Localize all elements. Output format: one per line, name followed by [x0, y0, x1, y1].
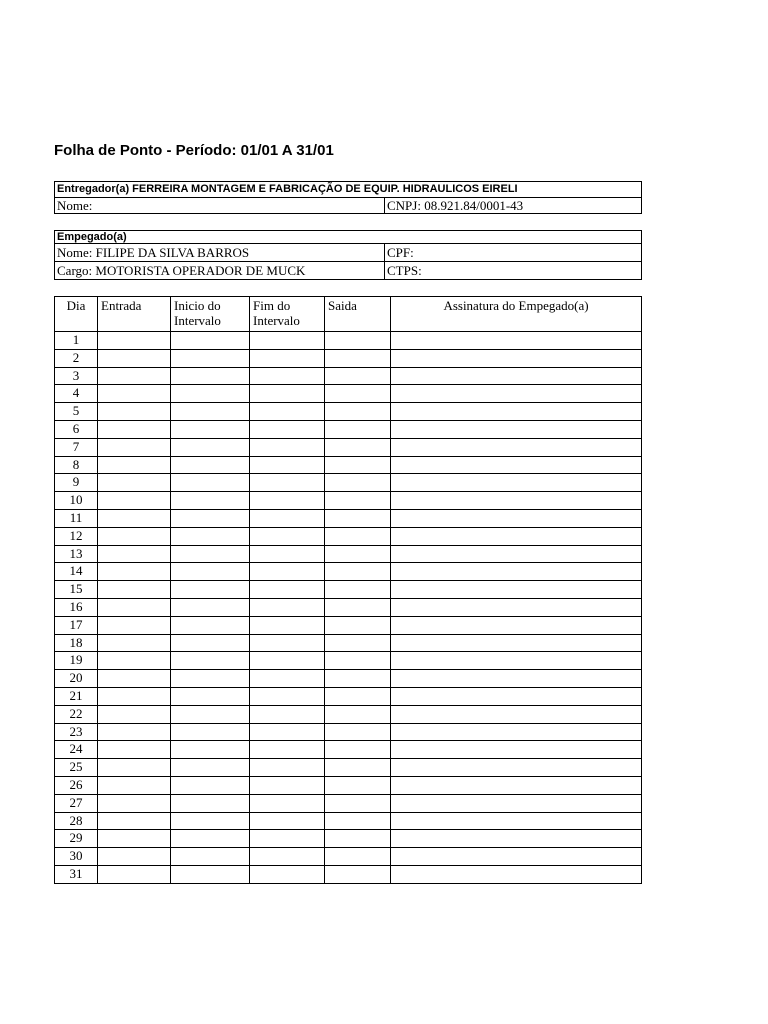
- break-start-cell[interactable]: [171, 616, 250, 634]
- break-end-cell[interactable]: [250, 563, 325, 581]
- break-end-cell[interactable]: [250, 367, 325, 385]
- signature-cell[interactable]: [391, 438, 642, 456]
- table-row: [55, 420, 642, 438]
- table-row: [55, 563, 642, 581]
- table-row: [55, 545, 642, 563]
- table-row: [55, 848, 642, 866]
- exit-cell[interactable]: [325, 865, 391, 883]
- break-start-cell[interactable]: [171, 670, 250, 688]
- day-cell: 29: [55, 830, 98, 848]
- column-header-break-start: Inicio do Intervalo: [171, 297, 250, 332]
- entry-cell[interactable]: [98, 456, 171, 474]
- break-start-cell[interactable]: [171, 563, 250, 581]
- table-row: [55, 367, 642, 385]
- entry-cell[interactable]: [98, 794, 171, 812]
- break-start-cell[interactable]: [171, 420, 250, 438]
- entry-cell[interactable]: [98, 563, 171, 581]
- signature-cell[interactable]: [391, 474, 642, 492]
- table-row: [55, 349, 642, 367]
- day-cell: 6: [55, 420, 98, 438]
- entry-cell[interactable]: [98, 385, 171, 403]
- table-row: [55, 438, 642, 456]
- break-start-cell[interactable]: [171, 723, 250, 741]
- day-cell: 17: [55, 616, 98, 634]
- exit-cell[interactable]: [325, 492, 391, 510]
- entry-cell[interactable]: [98, 492, 171, 510]
- day-cell: 27: [55, 794, 98, 812]
- entry-cell[interactable]: [98, 687, 171, 705]
- break-start-cell[interactable]: [171, 598, 250, 616]
- break-start-cell[interactable]: [171, 812, 250, 830]
- day-cell: 25: [55, 759, 98, 777]
- day-cell: 2: [55, 349, 98, 367]
- exit-cell[interactable]: [325, 385, 391, 403]
- table-row: [55, 332, 642, 350]
- signature-cell[interactable]: [391, 509, 642, 527]
- exit-cell[interactable]: [325, 545, 391, 563]
- break-start-cell[interactable]: [171, 349, 250, 367]
- break-start-cell[interactable]: [171, 652, 250, 670]
- break-start-cell[interactable]: [171, 438, 250, 456]
- signature-cell[interactable]: [391, 385, 642, 403]
- entry-cell[interactable]: [98, 741, 171, 759]
- break-start-cell[interactable]: [171, 776, 250, 794]
- signature-cell[interactable]: [391, 456, 642, 474]
- entry-cell[interactable]: [98, 616, 171, 634]
- day-cell: 31: [55, 865, 98, 883]
- signature-cell[interactable]: [391, 634, 642, 652]
- exit-cell[interactable]: [325, 420, 391, 438]
- exit-cell[interactable]: [325, 474, 391, 492]
- break-end-cell[interactable]: [250, 652, 325, 670]
- break-start-cell[interactable]: [171, 830, 250, 848]
- entry-cell[interactable]: [98, 830, 171, 848]
- break-end-cell[interactable]: [250, 545, 325, 563]
- break-end-cell[interactable]: [250, 332, 325, 350]
- break-end-cell[interactable]: [250, 492, 325, 510]
- break-start-cell[interactable]: [171, 865, 250, 883]
- signature-cell[interactable]: [391, 598, 642, 616]
- day-cell: 12: [55, 527, 98, 545]
- day-cell: 11: [55, 509, 98, 527]
- employee-ctps-field: CTPS:: [385, 262, 642, 280]
- exit-cell[interactable]: [325, 438, 391, 456]
- exit-cell[interactable]: [325, 509, 391, 527]
- column-header-break-end: Fim do Intervalo: [250, 297, 325, 332]
- exit-cell[interactable]: [325, 848, 391, 866]
- column-header-entry: Entrada: [98, 297, 171, 332]
- signature-cell[interactable]: [391, 332, 642, 350]
- break-start-cell[interactable]: [171, 705, 250, 723]
- signature-cell[interactable]: [391, 563, 642, 581]
- break-end-cell[interactable]: [250, 509, 325, 527]
- break-end-cell[interactable]: [250, 848, 325, 866]
- entry-cell[interactable]: [98, 367, 171, 385]
- day-cell: 8: [55, 456, 98, 474]
- table-row: [55, 616, 642, 634]
- entry-cell[interactable]: [98, 438, 171, 456]
- day-cell: 15: [55, 581, 98, 599]
- table-row: [55, 865, 642, 883]
- exit-cell[interactable]: [325, 670, 391, 688]
- break-start-cell[interactable]: [171, 687, 250, 705]
- entry-cell[interactable]: [98, 403, 171, 421]
- employee-role-field: Cargo: MOTORISTA OPERADOR DE MUCK: [55, 262, 385, 280]
- break-end-cell[interactable]: [250, 527, 325, 545]
- signature-cell[interactable]: [391, 705, 642, 723]
- signature-cell[interactable]: [391, 812, 642, 830]
- table-row: [55, 830, 642, 848]
- table-row: [55, 705, 642, 723]
- day-cell: 3: [55, 367, 98, 385]
- break-end-cell[interactable]: [250, 403, 325, 421]
- entry-cell[interactable]: [98, 634, 171, 652]
- exit-cell[interactable]: [325, 581, 391, 599]
- break-end-cell[interactable]: [250, 598, 325, 616]
- break-start-cell[interactable]: [171, 367, 250, 385]
- break-start-cell[interactable]: [171, 759, 250, 777]
- table-row: [55, 723, 642, 741]
- day-cell: 10: [55, 492, 98, 510]
- exit-cell[interactable]: [325, 634, 391, 652]
- signature-cell[interactable]: [391, 741, 642, 759]
- entry-cell[interactable]: [98, 652, 171, 670]
- break-start-cell[interactable]: [171, 492, 250, 510]
- day-cell: 30: [55, 848, 98, 866]
- column-header-day: Dia: [55, 297, 98, 332]
- employee-header: Empegado(a): [55, 231, 642, 244]
- exit-cell[interactable]: [325, 776, 391, 794]
- table-row: [55, 403, 642, 421]
- table-row: [55, 794, 642, 812]
- break-start-cell[interactable]: [171, 527, 250, 545]
- employee-name-field: Nome: FILIPE DA SILVA BARROS: [55, 244, 385, 262]
- day-cell: 26: [55, 776, 98, 794]
- employer-header: Entregador(a) FERREIRA MONTAGEM E FABRICAÇÃO DE EQUIP. HIDRAULICOS EIRELI: [55, 182, 642, 198]
- exit-cell[interactable]: [325, 598, 391, 616]
- signature-cell[interactable]: [391, 848, 642, 866]
- table-row: [55, 598, 642, 616]
- break-end-cell[interactable]: [250, 474, 325, 492]
- break-start-cell[interactable]: [171, 332, 250, 350]
- entry-cell[interactable]: [98, 598, 171, 616]
- signature-cell[interactable]: [391, 616, 642, 634]
- break-end-cell[interactable]: [250, 723, 325, 741]
- employer-info-table: [54, 181, 642, 214]
- exit-cell[interactable]: [325, 616, 391, 634]
- exit-cell[interactable]: [325, 652, 391, 670]
- break-start-cell[interactable]: [171, 545, 250, 563]
- break-end-cell[interactable]: [250, 776, 325, 794]
- break-end-cell[interactable]: [250, 865, 325, 883]
- break-start-cell[interactable]: [171, 474, 250, 492]
- entry-cell[interactable]: [98, 545, 171, 563]
- table-row: [55, 652, 642, 670]
- employer-cnpj-field: CNPJ: 08.921.84/0001-43: [385, 198, 642, 214]
- break-end-cell[interactable]: [250, 670, 325, 688]
- day-cell: 9: [55, 474, 98, 492]
- entry-cell[interactable]: [98, 865, 171, 883]
- day-cell: 13: [55, 545, 98, 563]
- exit-cell[interactable]: [325, 812, 391, 830]
- break-start-cell[interactable]: [171, 581, 250, 599]
- signature-cell[interactable]: [391, 687, 642, 705]
- break-end-cell[interactable]: [250, 634, 325, 652]
- break-start-cell[interactable]: [171, 848, 250, 866]
- break-end-cell[interactable]: [250, 456, 325, 474]
- entry-cell[interactable]: [98, 848, 171, 866]
- exit-cell[interactable]: [325, 349, 391, 367]
- table-row: [55, 527, 642, 545]
- table-row: [55, 776, 642, 794]
- entry-cell[interactable]: [98, 776, 171, 794]
- signature-cell[interactable]: [391, 670, 642, 688]
- day-cell: 7: [55, 438, 98, 456]
- break-end-cell[interactable]: [250, 759, 325, 777]
- table-row: [55, 670, 642, 688]
- entry-cell[interactable]: [98, 670, 171, 688]
- exit-cell[interactable]: [325, 759, 391, 777]
- signature-cell[interactable]: [391, 759, 642, 777]
- table-row: [55, 509, 642, 527]
- table-row: [55, 741, 642, 759]
- day-cell: 18: [55, 634, 98, 652]
- entry-cell[interactable]: [98, 332, 171, 350]
- break-start-cell[interactable]: [171, 794, 250, 812]
- table-row: [55, 474, 642, 492]
- break-end-cell[interactable]: [250, 581, 325, 599]
- signature-cell[interactable]: [391, 723, 642, 741]
- break-start-cell[interactable]: [171, 385, 250, 403]
- break-end-cell[interactable]: [250, 705, 325, 723]
- signature-cell[interactable]: [391, 420, 642, 438]
- table-row: [55, 456, 642, 474]
- entry-cell[interactable]: [98, 509, 171, 527]
- exit-cell[interactable]: [325, 403, 391, 421]
- exit-cell[interactable]: [325, 705, 391, 723]
- exit-cell[interactable]: [325, 332, 391, 350]
- break-start-cell[interactable]: [171, 634, 250, 652]
- day-cell: 20: [55, 670, 98, 688]
- break-end-cell[interactable]: [250, 616, 325, 634]
- table-row: [55, 687, 642, 705]
- entry-cell[interactable]: [98, 581, 171, 599]
- day-cell: 4: [55, 385, 98, 403]
- break-end-cell[interactable]: [250, 687, 325, 705]
- timesheet-header-row: [55, 297, 642, 332]
- break-end-cell[interactable]: [250, 385, 325, 403]
- break-end-cell[interactable]: [250, 794, 325, 812]
- day-cell: 16: [55, 598, 98, 616]
- signature-cell[interactable]: [391, 527, 642, 545]
- signature-cell[interactable]: [391, 403, 642, 421]
- table-row: [55, 581, 642, 599]
- employee-cpf-field: CPF:: [385, 244, 642, 262]
- signature-cell[interactable]: [391, 545, 642, 563]
- exit-cell[interactable]: [325, 794, 391, 812]
- entry-cell[interactable]: [98, 349, 171, 367]
- entry-cell[interactable]: [98, 474, 171, 492]
- signature-cell[interactable]: [391, 349, 642, 367]
- table-row: [55, 759, 642, 777]
- entry-cell[interactable]: [98, 759, 171, 777]
- exit-cell[interactable]: [325, 830, 391, 848]
- break-start-cell[interactable]: [171, 509, 250, 527]
- day-cell: 21: [55, 687, 98, 705]
- entry-cell[interactable]: [98, 527, 171, 545]
- signature-cell[interactable]: [391, 367, 642, 385]
- day-cell: 19: [55, 652, 98, 670]
- timesheet-table: [54, 296, 642, 884]
- exit-cell[interactable]: [325, 687, 391, 705]
- entry-cell[interactable]: [98, 812, 171, 830]
- signature-cell[interactable]: [391, 865, 642, 883]
- break-end-cell[interactable]: [250, 812, 325, 830]
- column-header-signature: Assinatura do Empegado(a): [391, 297, 642, 332]
- break-end-cell[interactable]: [250, 420, 325, 438]
- break-end-cell[interactable]: [250, 741, 325, 759]
- signature-cell[interactable]: [391, 830, 642, 848]
- entry-cell[interactable]: [98, 723, 171, 741]
- table-row: [55, 492, 642, 510]
- break-start-cell[interactable]: [171, 403, 250, 421]
- signature-cell[interactable]: [391, 581, 642, 599]
- day-cell: 24: [55, 741, 98, 759]
- break-start-cell[interactable]: [171, 456, 250, 474]
- exit-cell[interactable]: [325, 741, 391, 759]
- day-cell: 5: [55, 403, 98, 421]
- employer-name-field: Nome:: [55, 198, 385, 214]
- entry-cell[interactable]: [98, 705, 171, 723]
- exit-cell[interactable]: [325, 563, 391, 581]
- day-cell: 14: [55, 563, 98, 581]
- page-title: Folha de Ponto - Período: 01/01 A 31/01: [54, 142, 334, 159]
- signature-cell[interactable]: [391, 652, 642, 670]
- exit-cell[interactable]: [325, 367, 391, 385]
- table-row: [55, 385, 642, 403]
- entry-cell[interactable]: [98, 420, 171, 438]
- break-end-cell[interactable]: [250, 349, 325, 367]
- exit-cell[interactable]: [325, 723, 391, 741]
- break-end-cell[interactable]: [250, 830, 325, 848]
- signature-cell[interactable]: [391, 794, 642, 812]
- day-cell: 1: [55, 332, 98, 350]
- day-cell: 22: [55, 705, 98, 723]
- exit-cell[interactable]: [325, 527, 391, 545]
- break-start-cell[interactable]: [171, 741, 250, 759]
- column-header-exit: Saida: [325, 297, 391, 332]
- break-end-cell[interactable]: [250, 438, 325, 456]
- signature-cell[interactable]: [391, 492, 642, 510]
- day-cell: 28: [55, 812, 98, 830]
- employee-info-table: [54, 230, 642, 280]
- table-row: [55, 812, 642, 830]
- table-row: [55, 634, 642, 652]
- signature-cell[interactable]: [391, 776, 642, 794]
- exit-cell[interactable]: [325, 456, 391, 474]
- day-cell: 23: [55, 723, 98, 741]
